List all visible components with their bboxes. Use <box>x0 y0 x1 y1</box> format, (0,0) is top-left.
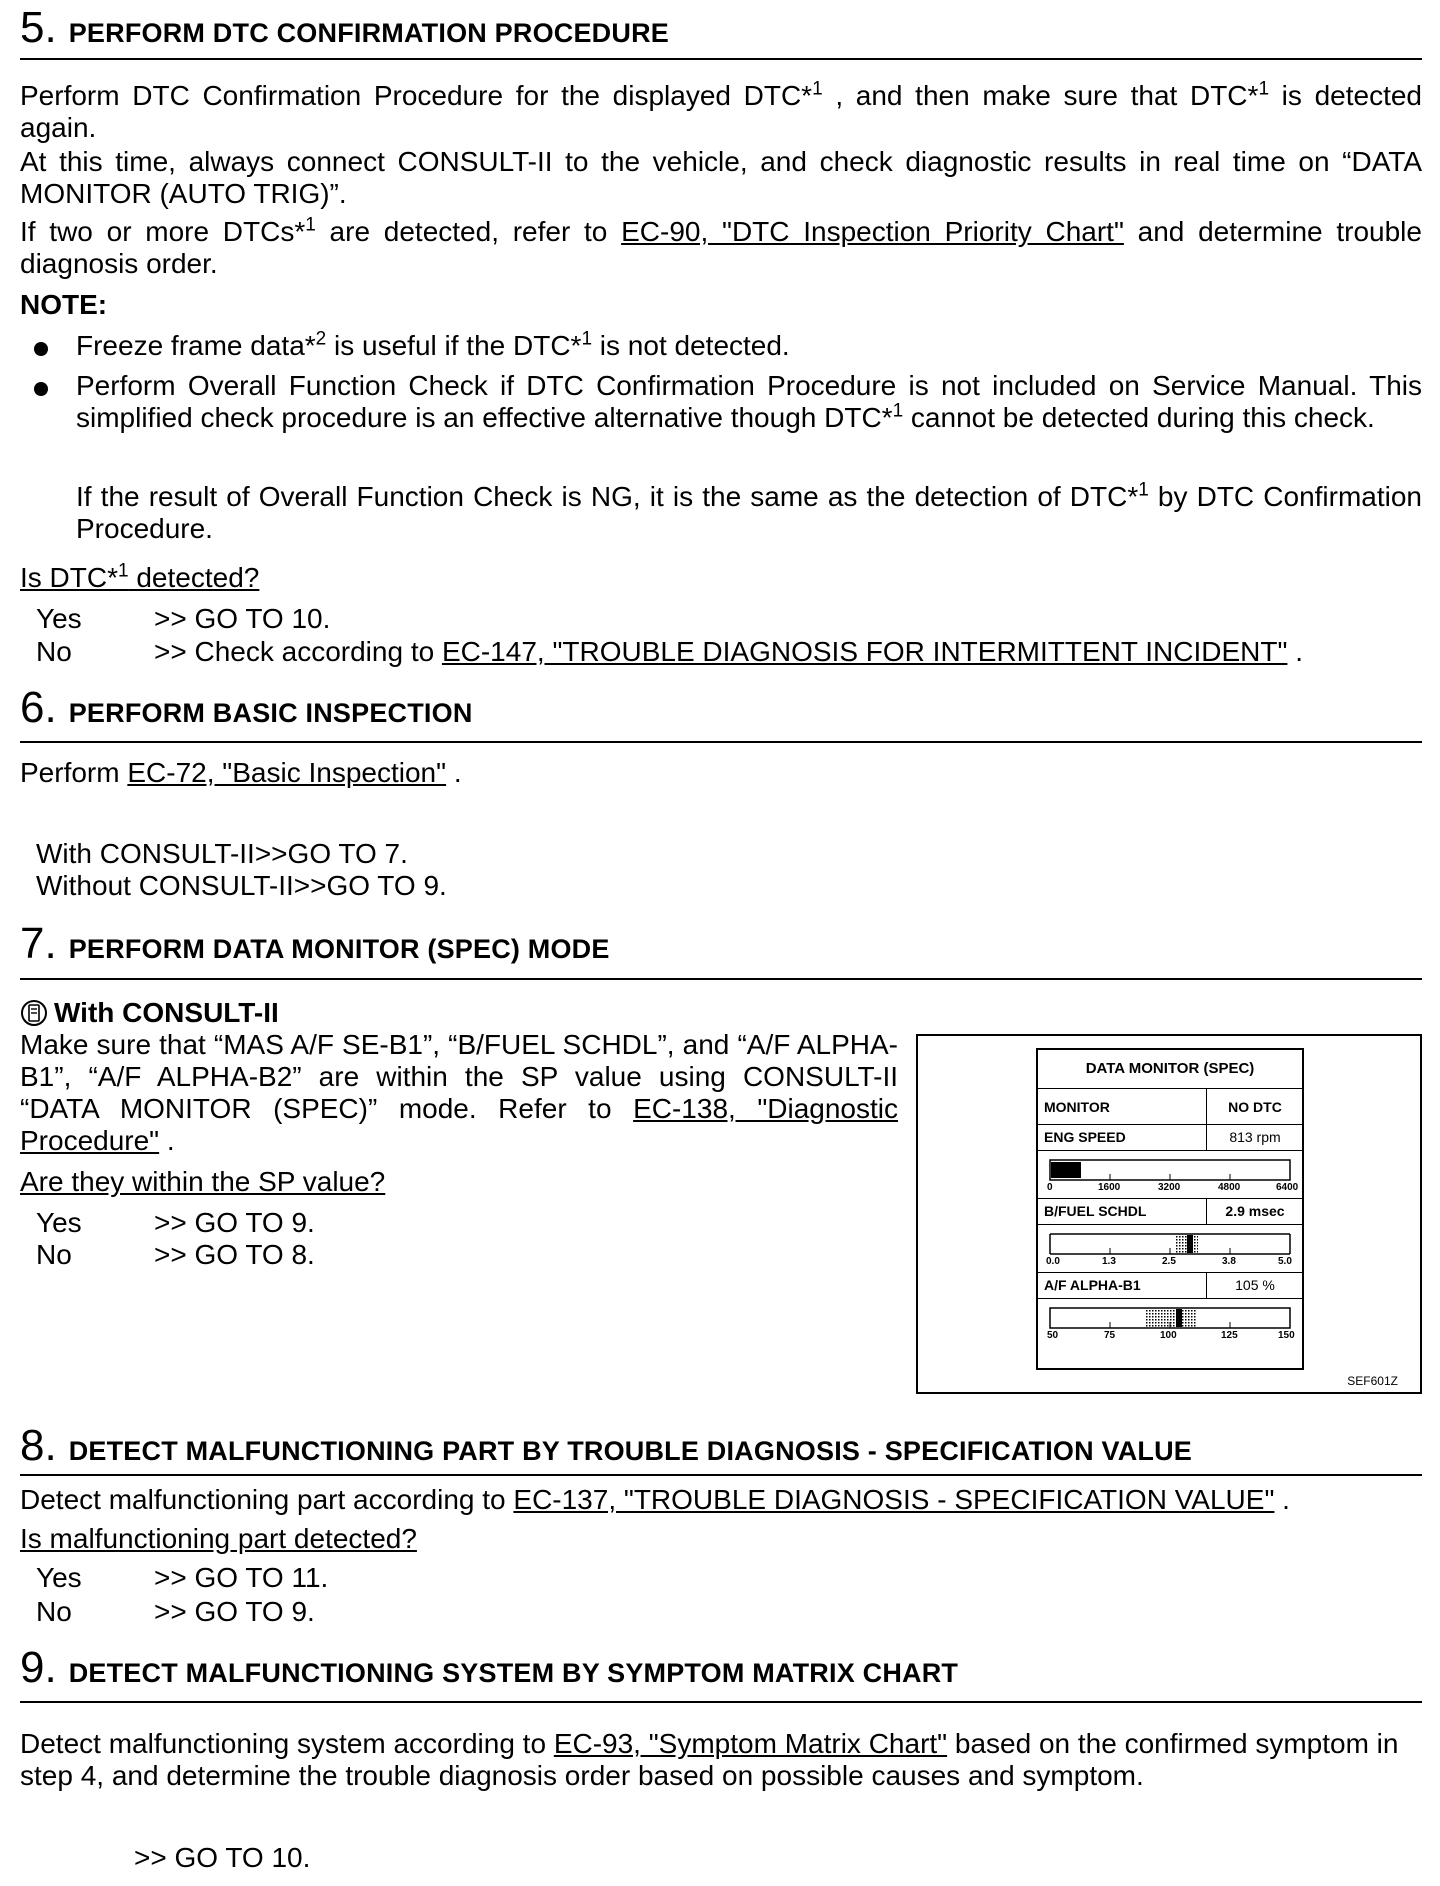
section-number: 6. <box>20 683 57 732</box>
section-9-heading <box>20 1643 959 1692</box>
section-6-heading <box>20 683 473 732</box>
figure-code: SEF601Z <box>1347 1374 1398 1388</box>
section-number: 7. <box>20 919 57 968</box>
note-item-2: Perform Overall Function Check if DTC Confirmation Procedure is not included on Service Manual. This simplified check procedure is an effective alternative though DTC*$^1$ cannot be detected during this check. <box>76 370 1422 433</box>
s6-paragraph: Perform EC-72, "Basic Inspection" . <box>20 757 462 788</box>
section-number: 8. <box>20 1421 57 1470</box>
s9-go: >> GO TO 10. <box>134 1842 311 1873</box>
divider <box>20 58 1422 60</box>
s5-paragraph-2: At this time, always connect CONSULT-II to the vehicle, and check diagnostic results in real time on “DATA MONITOR (AUTO TRIG)”. <box>20 146 1422 209</box>
s9-paragraph: Detect malfunctioning system according to EC-93, "Symptom Matrix Chart" based on the confirmed symptom in step 4, and determine the trouble diagnosis order based on possible causes and symptom. <box>20 1728 1399 1791</box>
s8-question: Is malfunctioning part detected? <box>20 1523 417 1554</box>
section-title: PERFORM DTC CONFIRMATION PROCEDURE <box>68 18 669 48</box>
section-title: DETECT MALFUNCTIONING SYSTEM BY SYMPTOM MATRIX CHART <box>68 1658 959 1688</box>
with-consult-label: With CONSULT-II <box>20 997 279 1029</box>
note-item-1: Freeze frame data*$^2$ is useful if the DTC*$^1$ is not detected. <box>76 328 790 361</box>
note-item-2-continuation: If the result of Overall Function Check is NG, it is the same as the detection of DTC*$^1$ by DTC Confirmation Procedure. <box>76 479 1423 544</box>
s8-paragraph: Detect malfunctioning part according to EC-137, "TROUBLE DIAGNOSIS - SPECIFICATION VALUE" . <box>20 1484 1290 1515</box>
data-monitor-figure <box>916 1034 1422 1394</box>
answer-yes: Yes >> GO TO 9. <box>36 1207 315 1238</box>
s5-paragraph-3: If two or more DTCs*$^1$ are detected, refer to EC-90, "DTC Inspection Priority Chart" and determine trouble diagnosis order. <box>20 214 1422 279</box>
b-fuel-schdl-value: 2.9 msec <box>1225 1203 1285 1219</box>
bullet-icon <box>34 382 48 396</box>
note-label: NOTE: <box>20 289 108 320</box>
bullet-icon <box>34 342 48 356</box>
s6-result-2: Without CONSULT-II>>GO TO 9. <box>36 870 447 901</box>
answer-no: No >> GO TO 8. <box>36 1239 315 1270</box>
section-number: 9. <box>20 1643 57 1692</box>
link-ec-147[interactable]: EC-147, "TROUBLE DIAGNOSIS FOR INTERMITTENT INCIDENT" <box>441 636 1288 667</box>
section-number: 5. <box>20 3 57 52</box>
screen-title: DATA MONITOR (SPEC) <box>1038 1050 1302 1089</box>
monitor-label: MONITOR <box>1044 1099 1110 1115</box>
link-ec-93[interactable]: EC-93, "Symptom Matrix Chart" <box>553 1728 948 1759</box>
s5-question: Is DTC*$^1$ detected? <box>20 560 260 593</box>
divider <box>20 741 1422 743</box>
section-8-heading <box>20 1421 1193 1470</box>
answer-yes: Yes >> GO TO 11. <box>36 1562 329 1593</box>
link-ec-137[interactable]: EC-137, "TROUBLE DIAGNOSIS - SPECIFICATION VALUE" <box>513 1484 1275 1515</box>
s7-question: Are they within the SP value? <box>20 1166 386 1197</box>
section-title: PERFORM BASIC INSPECTION <box>68 698 473 728</box>
b-fuel-schdl-label: B/FUEL SCHDL <box>1044 1203 1147 1219</box>
divider <box>20 1701 1422 1703</box>
answer-no: No >> Check according to EC-147, "TROUBLE DIAGNOSIS FOR INTERMITTENT INCIDENT" . <box>36 636 1303 667</box>
eng-speed-value: 813 rpm <box>1229 1129 1281 1145</box>
section-title: DETECT MALFUNCTIONING PART BY TROUBLE DIAGNOSIS - SPECIFICATION VALUE <box>68 1436 1193 1466</box>
link-ec-138[interactable]: EC-138, "Diagnostic Procedure" <box>20 1093 898 1156</box>
af-alpha-b1-label: A/F ALPHA-B1 <box>1044 1277 1141 1293</box>
s7-paragraph: Make sure that “MAS A/F SE-B1”, “B/FUEL SCHDL”, and “A/F ALPHA-B1”, “A/F ALPHA-B2” are within the SP value using CONSULT-II “DATA MONITOR (SPEC)” mode. Refer to EC-138, "Diagnostic Procedure" . <box>20 1029 898 1156</box>
monitor-value: NO DTC <box>1228 1099 1282 1115</box>
divider <box>20 1474 1422 1476</box>
section-title: PERFORM DATA MONITOR (SPEC) MODE <box>68 934 610 964</box>
consult-tool-icon <box>20 999 48 1027</box>
answer-no: No >> GO TO 9. <box>36 1596 315 1627</box>
s6-result-1: With CONSULT-II>>GO TO 7. <box>36 838 408 869</box>
answer-yes: Yes >> GO TO 10. <box>36 603 331 634</box>
section-7-heading <box>20 919 610 968</box>
divider <box>20 978 1422 980</box>
link-ec-72[interactable]: EC-72, "Basic Inspection" <box>127 757 447 788</box>
consult-screen: DATA MONITOR (SPEC) MONITOR NO DTC ENG SPEED 813 rpm 0 1600 3200 4800 6400 B/FUEL SCHDL 2.9 msec 0.0 1.3 2.5 3.8 5.0 A/F ALPHA-B1 105 % 50 75 100 125 150 <box>1036 1048 1304 1370</box>
section-5-heading <box>20 3 669 52</box>
s5-paragraph-1: Perform DTC Confirmation Procedure for the displayed DTC*$^1$ , and then make sure that DTC*$^1$ is detected again. <box>20 78 1422 143</box>
af-alpha-b1-value: 105 % <box>1235 1277 1275 1293</box>
eng-speed-label: ENG SPEED <box>1044 1129 1126 1145</box>
link-ec-90[interactable]: EC-90, "DTC Inspection Priority Chart" <box>621 216 1124 247</box>
